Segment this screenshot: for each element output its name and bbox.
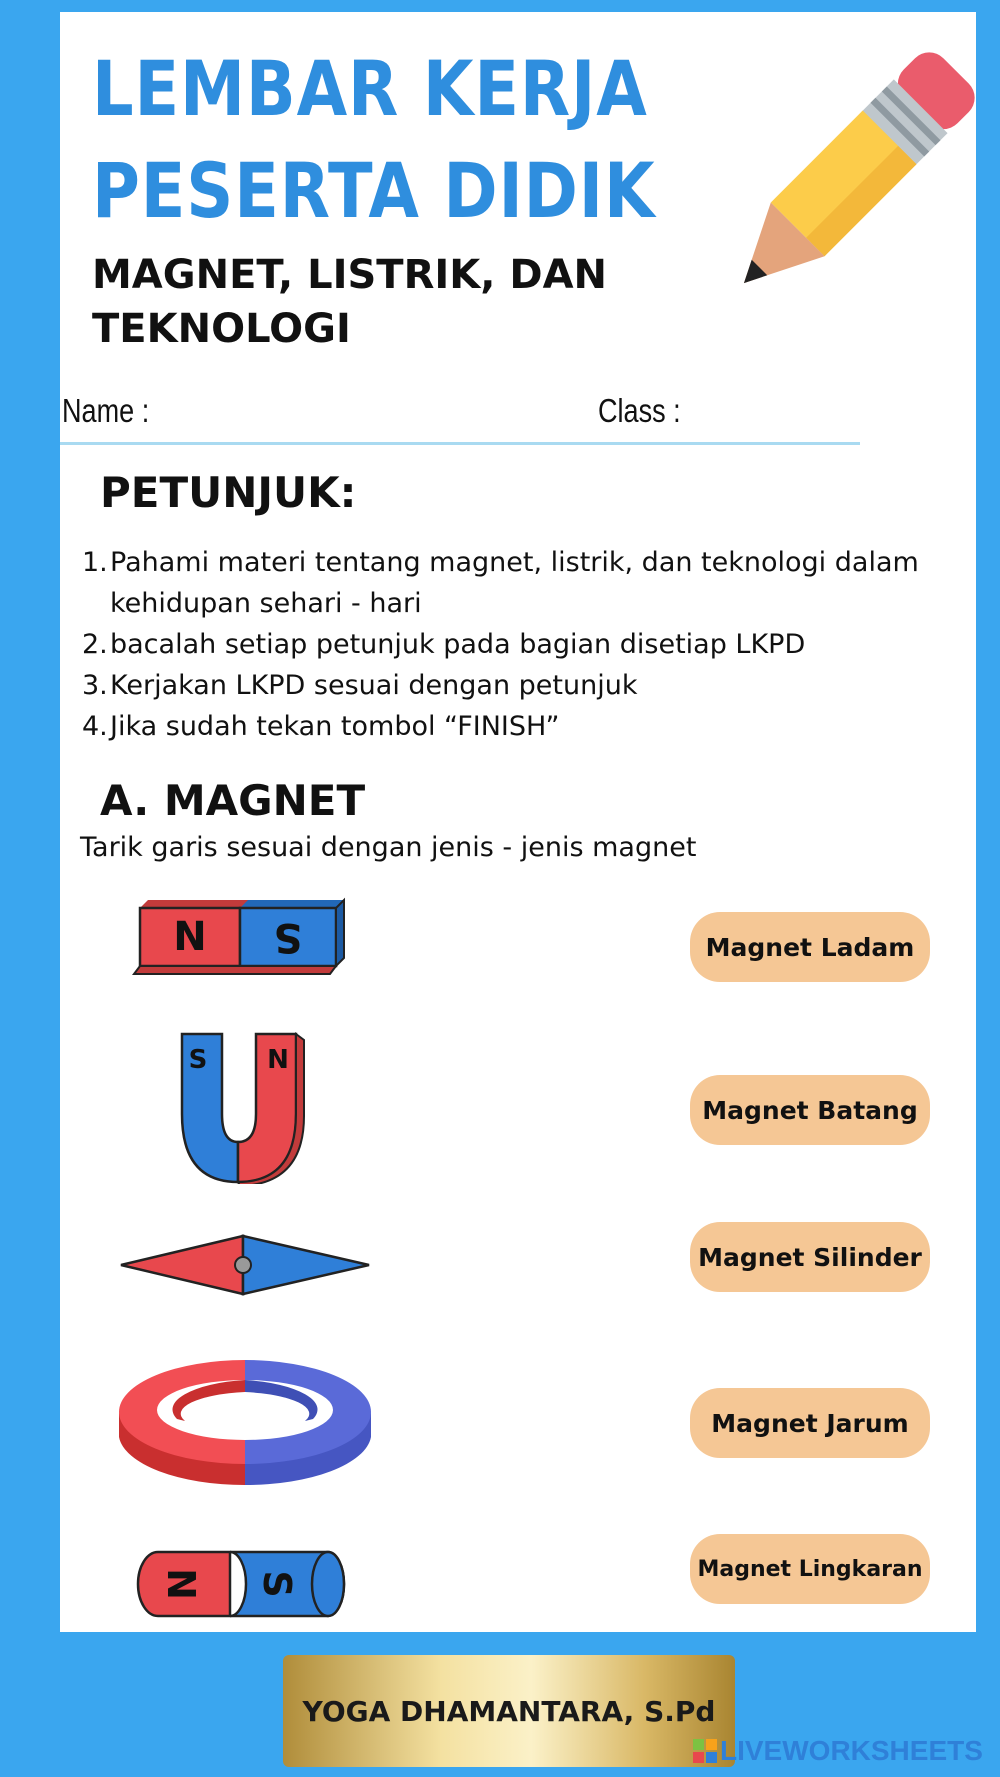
magnet-instruction: Tarik garis sesuai dengan jenis - jenis magnet [80,832,697,863]
instruction-text: Jika sudah tekan tombol “FINISH” [110,711,560,742]
worksheet-page [60,12,976,1632]
needle-magnet-image[interactable] [115,1230,375,1300]
author-plate: YOGA DHAMANTARA, S.Pd [283,1655,735,1767]
pole-label-n: N [159,1568,203,1600]
instruction-item [82,665,962,706]
ring-magnet-image[interactable] [115,1357,375,1487]
instruction-item [82,542,962,624]
title-line-1: LEMBAR KERJA [92,44,648,133]
divider-line [60,442,860,445]
instruction-list [82,542,962,747]
instruction-text: Kerjakan LKPD sesuai dengan petunjuk [110,670,638,701]
name-class-row [60,392,860,448]
instruction-number: 4. [82,711,108,742]
label-magnet-jarum[interactable]: Magnet Jarum [690,1388,930,1458]
instruction-number: 2. [82,629,108,660]
brand-name: LIVEWORKSHEETS [720,1735,983,1766]
subtitle-line-1: MAGNET, LISTRIK, DAN [92,252,607,298]
cylinder-magnet-image[interactable] [130,1544,360,1624]
instruction-text: Pahami materi tentang magnet, listrik, dan teknologi dalam kehidupan sehari - hari [110,547,919,619]
name-input[interactable] [160,392,584,438]
instruction-item [82,624,962,665]
pencil-icon [715,32,975,322]
magnet-heading: A. MAGNET [100,776,366,825]
brand-watermark [693,1733,983,1769]
pole-label-s: S [255,1570,299,1598]
title-line-2: PESERTA DIDIK [92,146,656,235]
horseshoe-magnet-image[interactable] [170,1024,320,1184]
class-input[interactable] [700,392,854,438]
page-subtitle [92,248,607,356]
label-magnet-lingkaran[interactable]: Magnet Lingkaran [690,1534,930,1604]
class-label: Class : [598,392,681,429]
instruction-number: 3. [82,670,108,701]
liveworksheets-logo-icon [693,1739,717,1763]
petunjuk-heading: PETUNJUK: [100,468,357,517]
instruction-number: 1. [82,547,108,578]
name-label: Name : [62,392,150,429]
label-magnet-silinder[interactable]: Magnet Silinder [690,1222,930,1292]
label-magnet-ladam[interactable]: Magnet Ladam [690,912,930,982]
instruction-item [82,706,962,747]
instruction-text: bacalah setiap petunjuk pada bagian disetiap LKPD [110,629,806,660]
bar-magnet-image[interactable] [130,894,350,984]
page-title [92,38,655,242]
pole-label-s: S [188,1045,208,1075]
pole-label-n: N [267,1045,289,1075]
label-magnet-batang[interactable]: Magnet Batang [690,1075,930,1145]
pole-label-s: S [273,914,303,960]
subtitle-line-2: TEKNOLOGI [92,306,351,352]
pole-label-n: N [173,914,207,960]
